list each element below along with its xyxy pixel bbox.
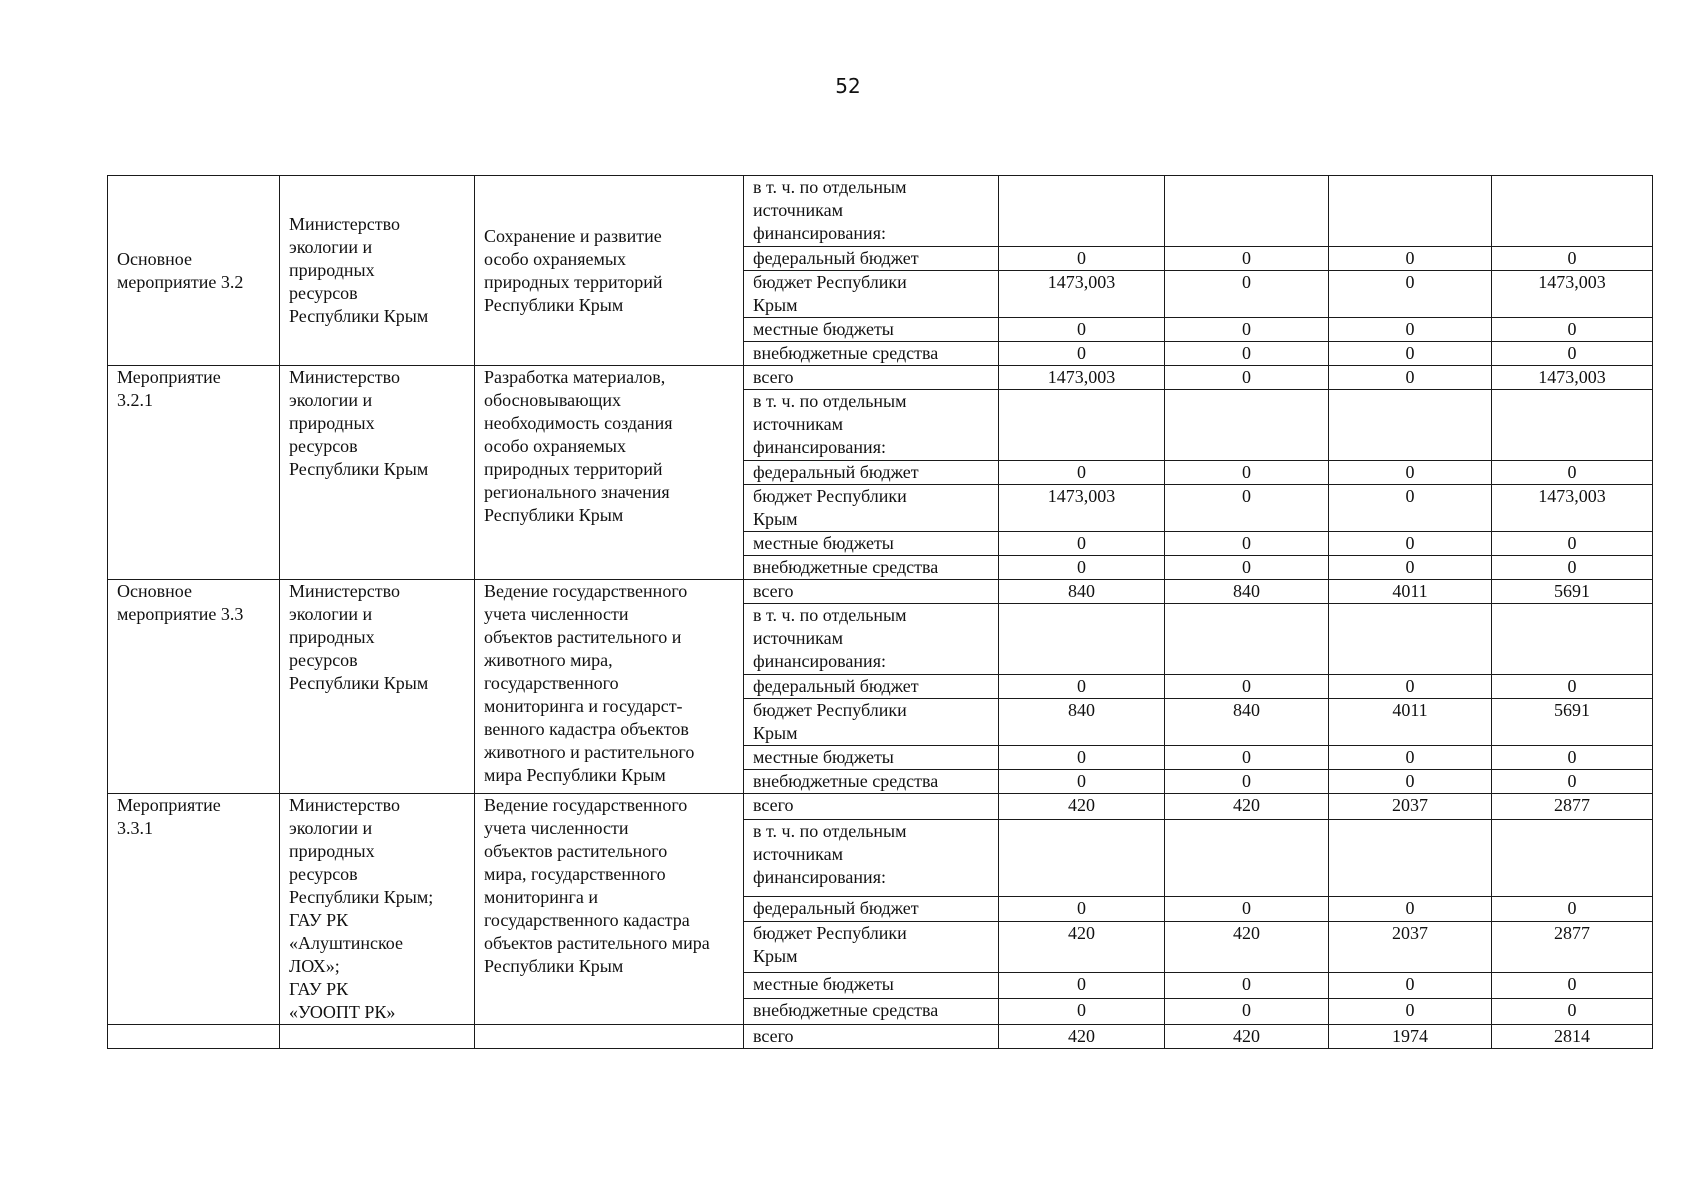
activity-cell-text-line: Основное: [117, 581, 192, 601]
source-label: [753, 366, 989, 389]
description-cell-text-line: Ведение государственного: [484, 795, 688, 815]
value-cell: 0: [1165, 342, 1329, 366]
value-cell: 0: [1165, 973, 1329, 999]
activity-cell-text-line: Основное: [117, 248, 192, 269]
description-cell-text-line: регионального значения: [484, 482, 670, 502]
source-label-line: местные бюджеты: [753, 319, 894, 339]
source-label-line: Крым: [753, 295, 798, 315]
executor-cell-text-line: экологии и: [289, 818, 373, 838]
executor-cell-text-line: «Алуштинское: [289, 933, 404, 953]
executor-cell: [280, 1025, 475, 1049]
activity-cell-text: [117, 794, 270, 840]
table-row: [108, 176, 1653, 247]
source-label-line: бюджет Республики: [753, 700, 907, 720]
source-label-line: финансирования:: [753, 866, 886, 887]
value-cell: 0: [999, 973, 1165, 999]
executor-cell: [280, 176, 475, 366]
activity-cell-text: [117, 366, 270, 412]
value-cell: 0: [1329, 247, 1492, 271]
description-cell-text-line: животного мира,: [484, 650, 613, 670]
description-cell-text-line: Сохранение и развитие: [484, 225, 662, 246]
value-cell: 0: [1492, 247, 1653, 271]
activity-cell-text-line: мероприятие 3.3: [117, 604, 244, 624]
source-label-line: федеральный бюджет: [753, 248, 919, 268]
source-label-line: в т. ч. по отдельным: [753, 820, 907, 841]
value-cell: 4011: [1329, 580, 1492, 604]
value-cell: 840: [999, 580, 1165, 604]
description-cell-text-line: объектов растительного мира: [484, 933, 710, 953]
source-label-line: источникам: [753, 843, 843, 864]
value-cell: 0: [1329, 318, 1492, 342]
value-cell: 0: [1329, 366, 1492, 390]
executor-cell-text: [289, 366, 465, 481]
source-label-line: источникам: [753, 628, 843, 648]
source-label: [753, 922, 989, 968]
value-cell: 0: [1492, 532, 1653, 556]
source-label: [753, 271, 989, 317]
value-cell: 0: [1329, 746, 1492, 770]
source-label-cell: [744, 604, 999, 675]
value-cell: 5691: [1492, 580, 1653, 604]
value-cell: 420: [1165, 922, 1329, 973]
value-cell: 2037: [1329, 794, 1492, 820]
description-cell-text-line: обосновывающих: [484, 390, 622, 410]
page-number: 52: [835, 74, 861, 98]
value-cell: 1473,003: [999, 271, 1165, 318]
source-label-line: в т. ч. по отдельным: [753, 391, 907, 411]
value-cell: 840: [1165, 580, 1329, 604]
funding-table: [107, 175, 1653, 1049]
source-label-cell: [744, 1025, 999, 1049]
value-cell: 0: [1329, 271, 1492, 318]
executor-cell-text: [289, 580, 465, 695]
value-cell: 840: [999, 699, 1165, 746]
source-label-cell: [744, 896, 999, 922]
executor-cell-text: [289, 794, 465, 1024]
description-cell-text-line: природных территорий: [484, 271, 663, 292]
description-cell-text-line: Республики Крым: [484, 505, 624, 525]
executor-cell-text-line: Министерство: [289, 214, 400, 234]
description-cell-text-line: государственного: [484, 673, 619, 693]
source-label-cell: [744, 819, 999, 896]
executor-cell-text-line: ресурсов: [289, 436, 358, 456]
value-cell: 0: [999, 675, 1165, 699]
source-label-line: всего: [753, 1026, 794, 1046]
value-cell: 0: [999, 342, 1165, 366]
value-cell: 2037: [1329, 922, 1492, 973]
source-label: [753, 485, 989, 531]
executor-cell-text-line: природных: [289, 413, 375, 433]
value-cell: 0: [1492, 746, 1653, 770]
source-label: [753, 176, 989, 245]
value-cell: [1492, 819, 1653, 896]
activity-cell-text-line: мероприятие 3.2: [117, 271, 244, 292]
activity-cell: [108, 794, 280, 1025]
source-label: [753, 999, 989, 1022]
executor-cell-text-line: экологии и: [289, 237, 373, 257]
value-cell: 0: [999, 461, 1165, 485]
value-cell: 0: [1492, 318, 1653, 342]
source-label-line: финансирования:: [753, 223, 886, 243]
value-cell: [999, 390, 1165, 461]
executor-cell-text-line: ресурсов: [289, 864, 358, 884]
value-cell: [1329, 819, 1492, 896]
executor-cell-text-line: экологии и: [289, 604, 373, 624]
source-label: [753, 746, 989, 769]
value-cell: 0: [1329, 999, 1492, 1025]
executor-cell-text-line: ресурсов: [289, 650, 358, 670]
value-cell: [1329, 176, 1492, 247]
description-cell-text-line: государственного кадастра: [484, 910, 690, 930]
description-cell-text-line: особо охраняемых: [484, 248, 627, 269]
executor-cell-text-line: ЛОХ»;: [289, 956, 340, 976]
activity-cell-text-line: 3.2.1: [117, 390, 153, 410]
description-cell: [475, 794, 744, 1025]
description-cell-text-line: венного кадастра объектов: [484, 719, 689, 739]
value-cell: 0: [999, 318, 1165, 342]
value-cell: 0: [1165, 999, 1329, 1025]
source-label: [753, 556, 989, 579]
source-label-cell: [744, 922, 999, 973]
value-cell: 0: [1165, 247, 1329, 271]
source-label: [753, 580, 989, 603]
description-cell-text-line: мониторинга и: [484, 887, 599, 907]
value-cell: 0: [1165, 366, 1329, 390]
source-label-cell: [744, 999, 999, 1025]
executor-cell-text-line: природных: [289, 260, 375, 280]
value-cell: 0: [1329, 461, 1492, 485]
source-label: [753, 699, 989, 745]
source-label-line: всего: [753, 367, 794, 387]
executor-cell-text-line: ГАУ РК: [289, 979, 349, 999]
description-cell-text: [484, 366, 734, 527]
activity-cell-text: [117, 248, 270, 294]
value-cell: 0: [1492, 342, 1653, 366]
value-cell: [1492, 176, 1653, 247]
description-cell-text-line: животного и растительного: [484, 742, 695, 762]
value-cell: 0: [1329, 532, 1492, 556]
value-cell: 2877: [1492, 794, 1653, 820]
executor-cell-text-line: ресурсов: [289, 283, 358, 303]
value-cell: 420: [1165, 794, 1329, 820]
activity-cell-text-line: Мероприятие: [117, 795, 221, 815]
value-cell: 1473,003: [999, 485, 1165, 532]
source-label-line: местные бюджеты: [753, 974, 894, 995]
description-cell-text: [484, 580, 734, 787]
source-label: [753, 973, 989, 996]
value-cell: 0: [999, 247, 1165, 271]
value-cell: [1165, 176, 1329, 247]
source-label-cell: [744, 318, 999, 342]
value-cell: 0: [1492, 896, 1653, 922]
value-cell: 0: [999, 999, 1165, 1025]
source-label-cell: [744, 794, 999, 820]
description-cell: [475, 366, 744, 580]
value-cell: [1165, 604, 1329, 675]
description-cell-text-line: мира, государственного: [484, 864, 666, 884]
value-cell: [1165, 390, 1329, 461]
value-cell: [1329, 390, 1492, 461]
description-cell-text-line: Республики Крым: [484, 956, 624, 976]
activity-cell: [108, 580, 280, 794]
value-cell: 0: [1165, 485, 1329, 532]
executor-cell-text: [289, 213, 465, 328]
executor-cell: [280, 580, 475, 794]
value-cell: [1165, 819, 1329, 896]
value-cell: 0: [1165, 271, 1329, 318]
source-label: [753, 794, 989, 817]
source-label: [753, 461, 989, 484]
value-cell: 1974: [1329, 1025, 1492, 1049]
source-label: [753, 247, 989, 270]
value-cell: [1329, 604, 1492, 675]
source-label-cell: [744, 770, 999, 794]
source-label-cell: [744, 176, 999, 247]
source-label-line: внебюджетные средства: [753, 557, 939, 577]
executor-cell-text-line: Республики Крым: [289, 459, 429, 479]
value-cell: 0: [1492, 770, 1653, 794]
source-label-line: бюджет Республики: [753, 272, 907, 292]
value-cell: 0: [1165, 770, 1329, 794]
source-label-line: источникам: [753, 200, 843, 220]
table-row: [108, 366, 1653, 390]
source-label-line: бюджет Республики: [753, 486, 907, 506]
table-row: [108, 580, 1653, 604]
source-label-line: местные бюджеты: [753, 533, 894, 553]
source-label-line: Крым: [753, 946, 798, 967]
value-cell: 1473,003: [999, 366, 1165, 390]
source-label: [753, 604, 989, 673]
activity-cell-text-line: Мероприятие: [117, 367, 221, 387]
executor-cell-text-line: Министерство: [289, 367, 400, 387]
value-cell: 0: [1329, 973, 1492, 999]
source-label-line: всего: [753, 581, 794, 601]
source-label: [753, 770, 989, 793]
executor-cell-text-line: «УООПТ РК»: [289, 1002, 396, 1022]
source-label-line: федеральный бюджет: [753, 897, 919, 918]
value-cell: 0: [1165, 532, 1329, 556]
source-label-line: местные бюджеты: [753, 747, 894, 767]
description-cell-text: [484, 225, 734, 317]
value-cell: 0: [999, 532, 1165, 556]
description-cell-text-line: природных территорий: [484, 459, 663, 479]
source-label-cell: [744, 247, 999, 271]
source-label: [753, 318, 989, 341]
table-row: [108, 794, 1653, 820]
description-cell-text-line: объектов растительного: [484, 841, 668, 861]
source-label-line: финансирования:: [753, 437, 886, 457]
value-cell: 0: [1165, 746, 1329, 770]
source-label-line: финансирования:: [753, 651, 886, 671]
description-cell-text-line: учета численности: [484, 818, 629, 838]
value-cell: 1473,003: [1492, 485, 1653, 532]
value-cell: 0: [999, 556, 1165, 580]
value-cell: 420: [999, 1025, 1165, 1049]
source-label-cell: [744, 342, 999, 366]
source-label: [753, 820, 989, 889]
value-cell: [999, 819, 1165, 896]
description-cell: [475, 580, 744, 794]
source-label-line: всего: [753, 795, 794, 815]
source-label-line: внебюджетные средства: [753, 771, 939, 791]
activity-cell: [108, 176, 280, 366]
value-cell: 0: [1165, 675, 1329, 699]
activity-cell: [108, 1025, 280, 1049]
source-label: [753, 897, 989, 920]
value-cell: 2877: [1492, 922, 1653, 973]
activity-cell: [108, 366, 280, 580]
source-label-cell: [744, 390, 999, 461]
source-label-cell: [744, 699, 999, 746]
source-label-line: внебюджетные средства: [753, 343, 939, 363]
value-cell: 0: [1329, 556, 1492, 580]
executor-cell: [280, 794, 475, 1025]
source-label: [753, 390, 989, 459]
source-label-cell: [744, 675, 999, 699]
executor-cell-text-line: ГАУ РК: [289, 910, 349, 930]
value-cell: [1492, 604, 1653, 675]
value-cell: 0: [1165, 318, 1329, 342]
source-label-cell: [744, 973, 999, 999]
value-cell: 420: [999, 922, 1165, 973]
value-cell: 0: [1492, 461, 1653, 485]
source-label-cell: [744, 461, 999, 485]
value-cell: 0: [999, 746, 1165, 770]
value-cell: 2814: [1492, 1025, 1653, 1049]
source-label: [753, 532, 989, 555]
activity-cell-text-line: 3.3.1: [117, 818, 153, 838]
source-label-line: федеральный бюджет: [753, 462, 919, 482]
description-cell-text: [484, 794, 734, 978]
source-label-line: внебюджетные средства: [753, 1000, 939, 1021]
source-label: [753, 342, 989, 365]
value-cell: 0: [1329, 342, 1492, 366]
executor-cell: [280, 366, 475, 580]
source-label: [753, 1025, 989, 1048]
value-cell: 0: [1329, 485, 1492, 532]
description-cell-text-line: Республики Крым: [484, 294, 624, 315]
value-cell: 5691: [1492, 699, 1653, 746]
description-cell: [475, 1025, 744, 1049]
table-row: [108, 1025, 1653, 1049]
executor-cell-text-line: Республики Крым;: [289, 887, 434, 907]
value-cell: 4011: [1329, 699, 1492, 746]
source-label-cell: [744, 366, 999, 390]
description-cell-text-line: Разработка материалов,: [484, 367, 666, 387]
source-label: [753, 675, 989, 698]
executor-cell-text-line: природных: [289, 627, 375, 647]
source-label-line: бюджет Республики: [753, 923, 907, 944]
activity-cell-text: [117, 580, 270, 626]
value-cell: [1492, 390, 1653, 461]
value-cell: 0: [1165, 556, 1329, 580]
value-cell: [999, 604, 1165, 675]
executor-cell-text-line: Министерство: [289, 795, 400, 815]
description-cell-text-line: особо охраняемых: [484, 436, 627, 456]
value-cell: 0: [1329, 675, 1492, 699]
source-label-line: федеральный бюджет: [753, 676, 919, 696]
source-label-cell: [744, 532, 999, 556]
source-label-line: источникам: [753, 414, 843, 434]
description-cell-text-line: необходимость создания: [484, 413, 673, 433]
source-label-line: в т. ч. по отдельным: [753, 177, 907, 197]
value-cell: 0: [999, 770, 1165, 794]
description-cell: [475, 176, 744, 366]
value-cell: 0: [1329, 770, 1492, 794]
description-cell-text-line: учета численности: [484, 604, 629, 624]
description-cell-text-line: объектов растительного и: [484, 627, 682, 647]
value-cell: 0: [1492, 556, 1653, 580]
description-cell-text-line: мира Республики Крым: [484, 765, 666, 785]
description-cell-text-line: Ведение государственного: [484, 581, 688, 601]
value-cell: 420: [999, 794, 1165, 820]
executor-cell-text-line: Республики Крым: [289, 673, 429, 693]
source-label-cell: [744, 485, 999, 532]
value-cell: 0: [999, 896, 1165, 922]
source-label-cell: [744, 271, 999, 318]
value-cell: 0: [1492, 999, 1653, 1025]
executor-cell-text-line: Министерство: [289, 581, 400, 601]
description-cell-text-line: мониторинга и государст-: [484, 696, 683, 716]
source-label-line: Крым: [753, 509, 798, 529]
value-cell: 1473,003: [1492, 271, 1653, 318]
value-cell: 0: [1492, 973, 1653, 999]
value-cell: [999, 176, 1165, 247]
executor-cell-text-line: природных: [289, 841, 375, 861]
source-label-cell: [744, 746, 999, 770]
source-label-cell: [744, 556, 999, 580]
value-cell: 1473,003: [1492, 366, 1653, 390]
source-label-cell: [744, 580, 999, 604]
source-label-line: в т. ч. по отдельным: [753, 605, 907, 625]
value-cell: 0: [1329, 896, 1492, 922]
executor-cell-text-line: Республики Крым: [289, 306, 429, 326]
value-cell: 0: [1165, 461, 1329, 485]
executor-cell-text-line: экологии и: [289, 390, 373, 410]
source-label-line: Крым: [753, 723, 798, 743]
table-body: [108, 176, 1653, 1049]
value-cell: 420: [1165, 1025, 1329, 1049]
value-cell: 840: [1165, 699, 1329, 746]
value-cell: 0: [1492, 675, 1653, 699]
value-cell: 0: [1165, 896, 1329, 922]
